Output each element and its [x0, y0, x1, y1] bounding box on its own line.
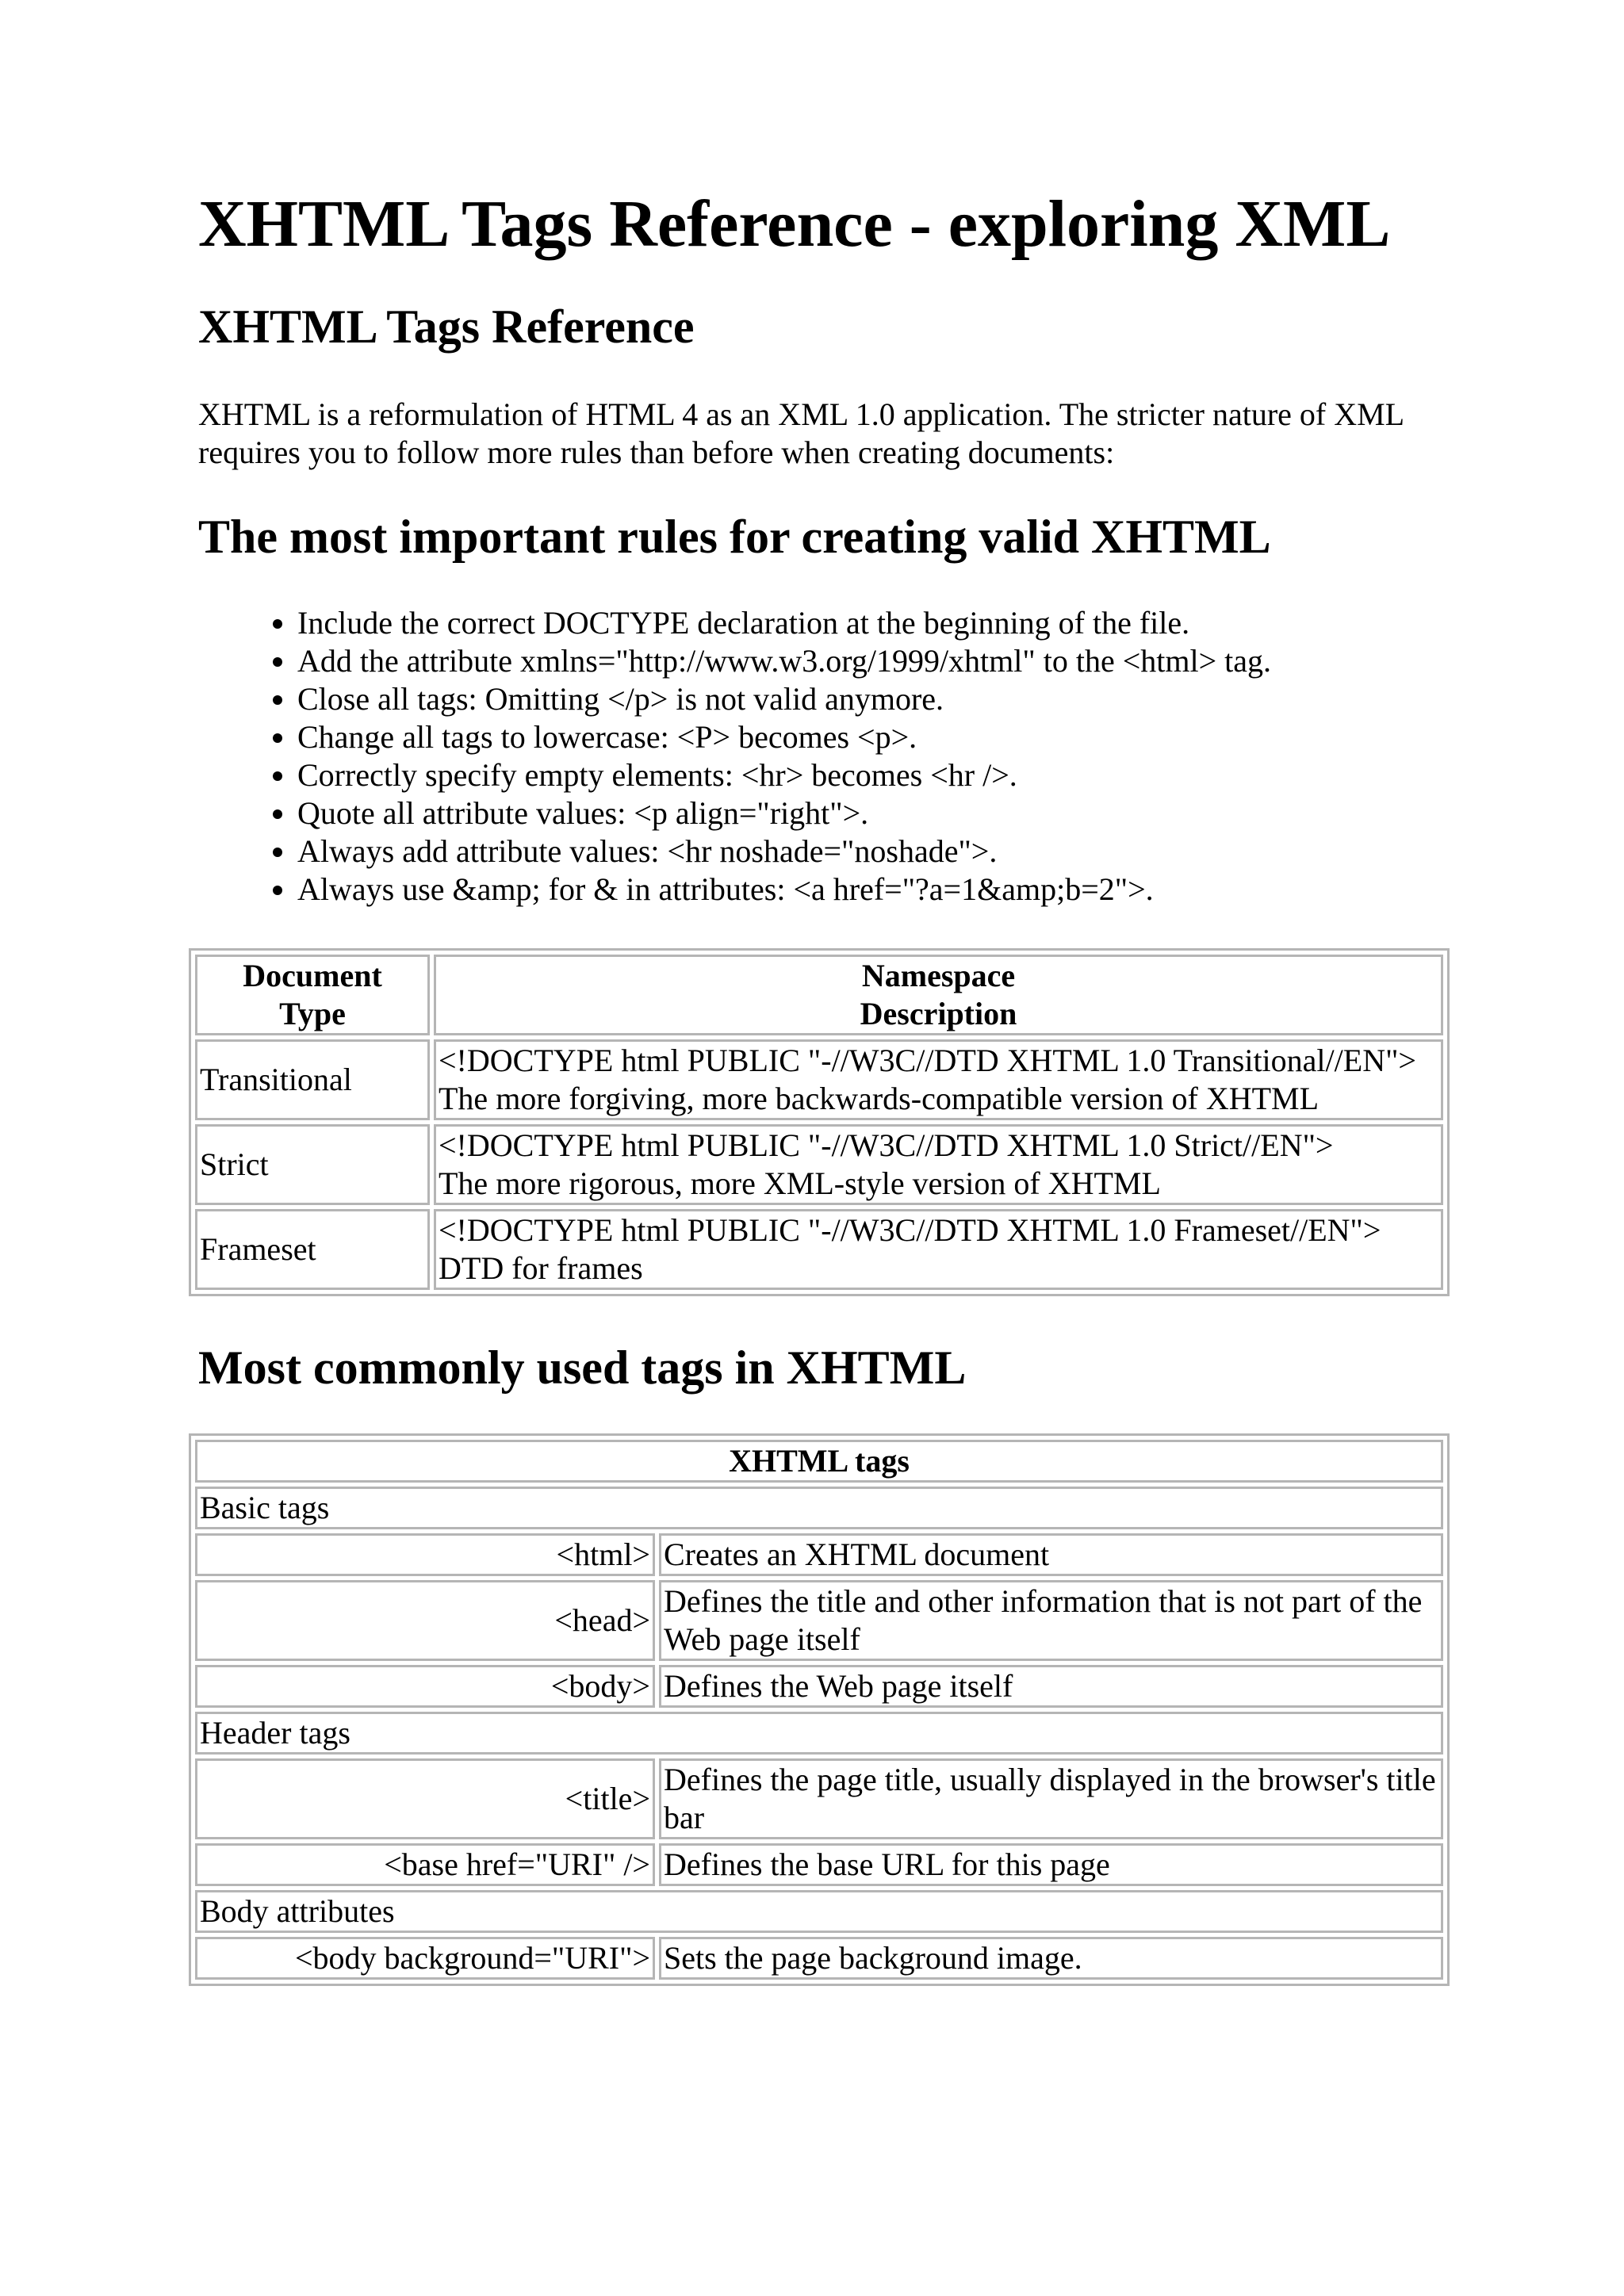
section-row [195, 1712, 1443, 1755]
rule-item: • Quote all attribute values: <p align="right">. [297, 794, 1451, 832]
rule-item: • Always add attribute values: <hr noshade="noshade">. [297, 832, 1451, 871]
section-label: Body attributes [195, 1890, 1443, 1933]
description-cell: Sets the page background image. [659, 1937, 1443, 1980]
column-header-namespace-description [434, 955, 1443, 1035]
table-row [195, 1124, 1443, 1205]
column-header-document-type [195, 955, 430, 1035]
table-header-row [195, 955, 1443, 1035]
section-heading-reference: XHTML Tags Reference [198, 300, 695, 354]
table-row [195, 1209, 1443, 1290]
header-text: Document [243, 958, 382, 994]
intro-paragraph: XHTML is a reformulation of HTML 4 as an XML 1.0 application. The stricter nature of XML requires you to follow more rules than before when creating documents: [198, 396, 1404, 471]
description-cell: Defines the base URL for this page [659, 1843, 1443, 1886]
description-text: The more forgiving, more backwards-compatible version of XHTML [439, 1081, 1320, 1117]
description-cell: Defines the title and other information that is not part of the Web page itself [659, 1580, 1443, 1661]
namespace-description-cell [434, 1039, 1443, 1120]
tag-cell: <html> [195, 1533, 655, 1576]
table-header-row [195, 1440, 1443, 1483]
header-text: Type [279, 996, 346, 1032]
section-label: Basic tags [195, 1487, 1443, 1529]
table-row [195, 1580, 1443, 1661]
rule-item: • Add the attribute xmlns="http://www.w3.org/1999/xhtml" to the <html> tag. [297, 642, 1451, 680]
column-header-xhtml-tags: XHTML tags [195, 1440, 1443, 1483]
tag-cell: <body> [195, 1665, 655, 1708]
doctype-table [189, 948, 1450, 1296]
tag-cell: <title> [195, 1758, 655, 1839]
rule-item: • Always use &amp; for & in attributes: <a href="?a=1&amp;b=2">. [297, 871, 1451, 909]
document-type-cell: Frameset [195, 1209, 430, 1290]
tag-cell: <head> [195, 1580, 655, 1661]
section-row [195, 1487, 1443, 1529]
namespace-text: <!DOCTYPE html PUBLIC "-//W3C//DTD XHTML 1.0 Frameset//EN"> [439, 1212, 1381, 1249]
rule-item: • Include the correct DOCTYPE declaration at the beginning of the file. [297, 604, 1451, 642]
namespace-description-cell [434, 1124, 1443, 1205]
table-row [195, 1758, 1443, 1839]
description-text: The more rigorous, more XML-style version of XHTML [439, 1165, 1161, 1202]
rule-item: • Correctly specify empty elements: <hr> becomes <hr />. [297, 756, 1451, 794]
document-type-cell: Transitional [195, 1039, 430, 1120]
tag-cell: <body background="URI"> [195, 1937, 655, 1980]
table-row [195, 1665, 1443, 1708]
description-cell: Creates an XHTML document [659, 1533, 1443, 1576]
description-cell: Defines the Web page itself [659, 1665, 1443, 1708]
description-text: DTD for frames [439, 1250, 643, 1287]
section-heading-rules: The most important rules for creating valid XHTML [198, 511, 1271, 564]
table-row [195, 1843, 1443, 1886]
section-heading-tags: Most commonly used tags in XHTML [198, 1341, 967, 1395]
header-text: Description [860, 996, 1017, 1032]
namespace-text: <!DOCTYPE html PUBLIC "-//W3C//DTD XHTML 1.0 Strict//EN"> [439, 1127, 1334, 1164]
table-row [195, 1533, 1443, 1576]
table-row [195, 1937, 1443, 1980]
rule-item: • Change all tags to lowercase: <P> becomes <p>. [297, 718, 1451, 756]
document-type-cell: Strict [195, 1124, 430, 1205]
namespace-text: <!DOCTYPE html PUBLIC "-//W3C//DTD XHTML 1.0 Transitional//EN"> [439, 1043, 1416, 1079]
section-label: Header tags [195, 1712, 1443, 1755]
page-title: XHTML Tags Reference - exploring XML [198, 187, 1391, 261]
namespace-description-cell [434, 1209, 1443, 1290]
header-text: Namespace [861, 958, 1016, 994]
rule-item: • Close all tags: Omitting </p> is not valid anymore. [297, 680, 1451, 718]
xhtml-tags-table [189, 1433, 1450, 1986]
table-row [195, 1039, 1443, 1120]
section-row [195, 1890, 1443, 1933]
rules-list [198, 604, 1451, 909]
description-cell: Defines the page title, usually displayed in the browser's title bar [659, 1758, 1443, 1839]
tag-cell: <base href="URI" /> [195, 1843, 655, 1886]
document-page [198, 187, 1451, 1986]
